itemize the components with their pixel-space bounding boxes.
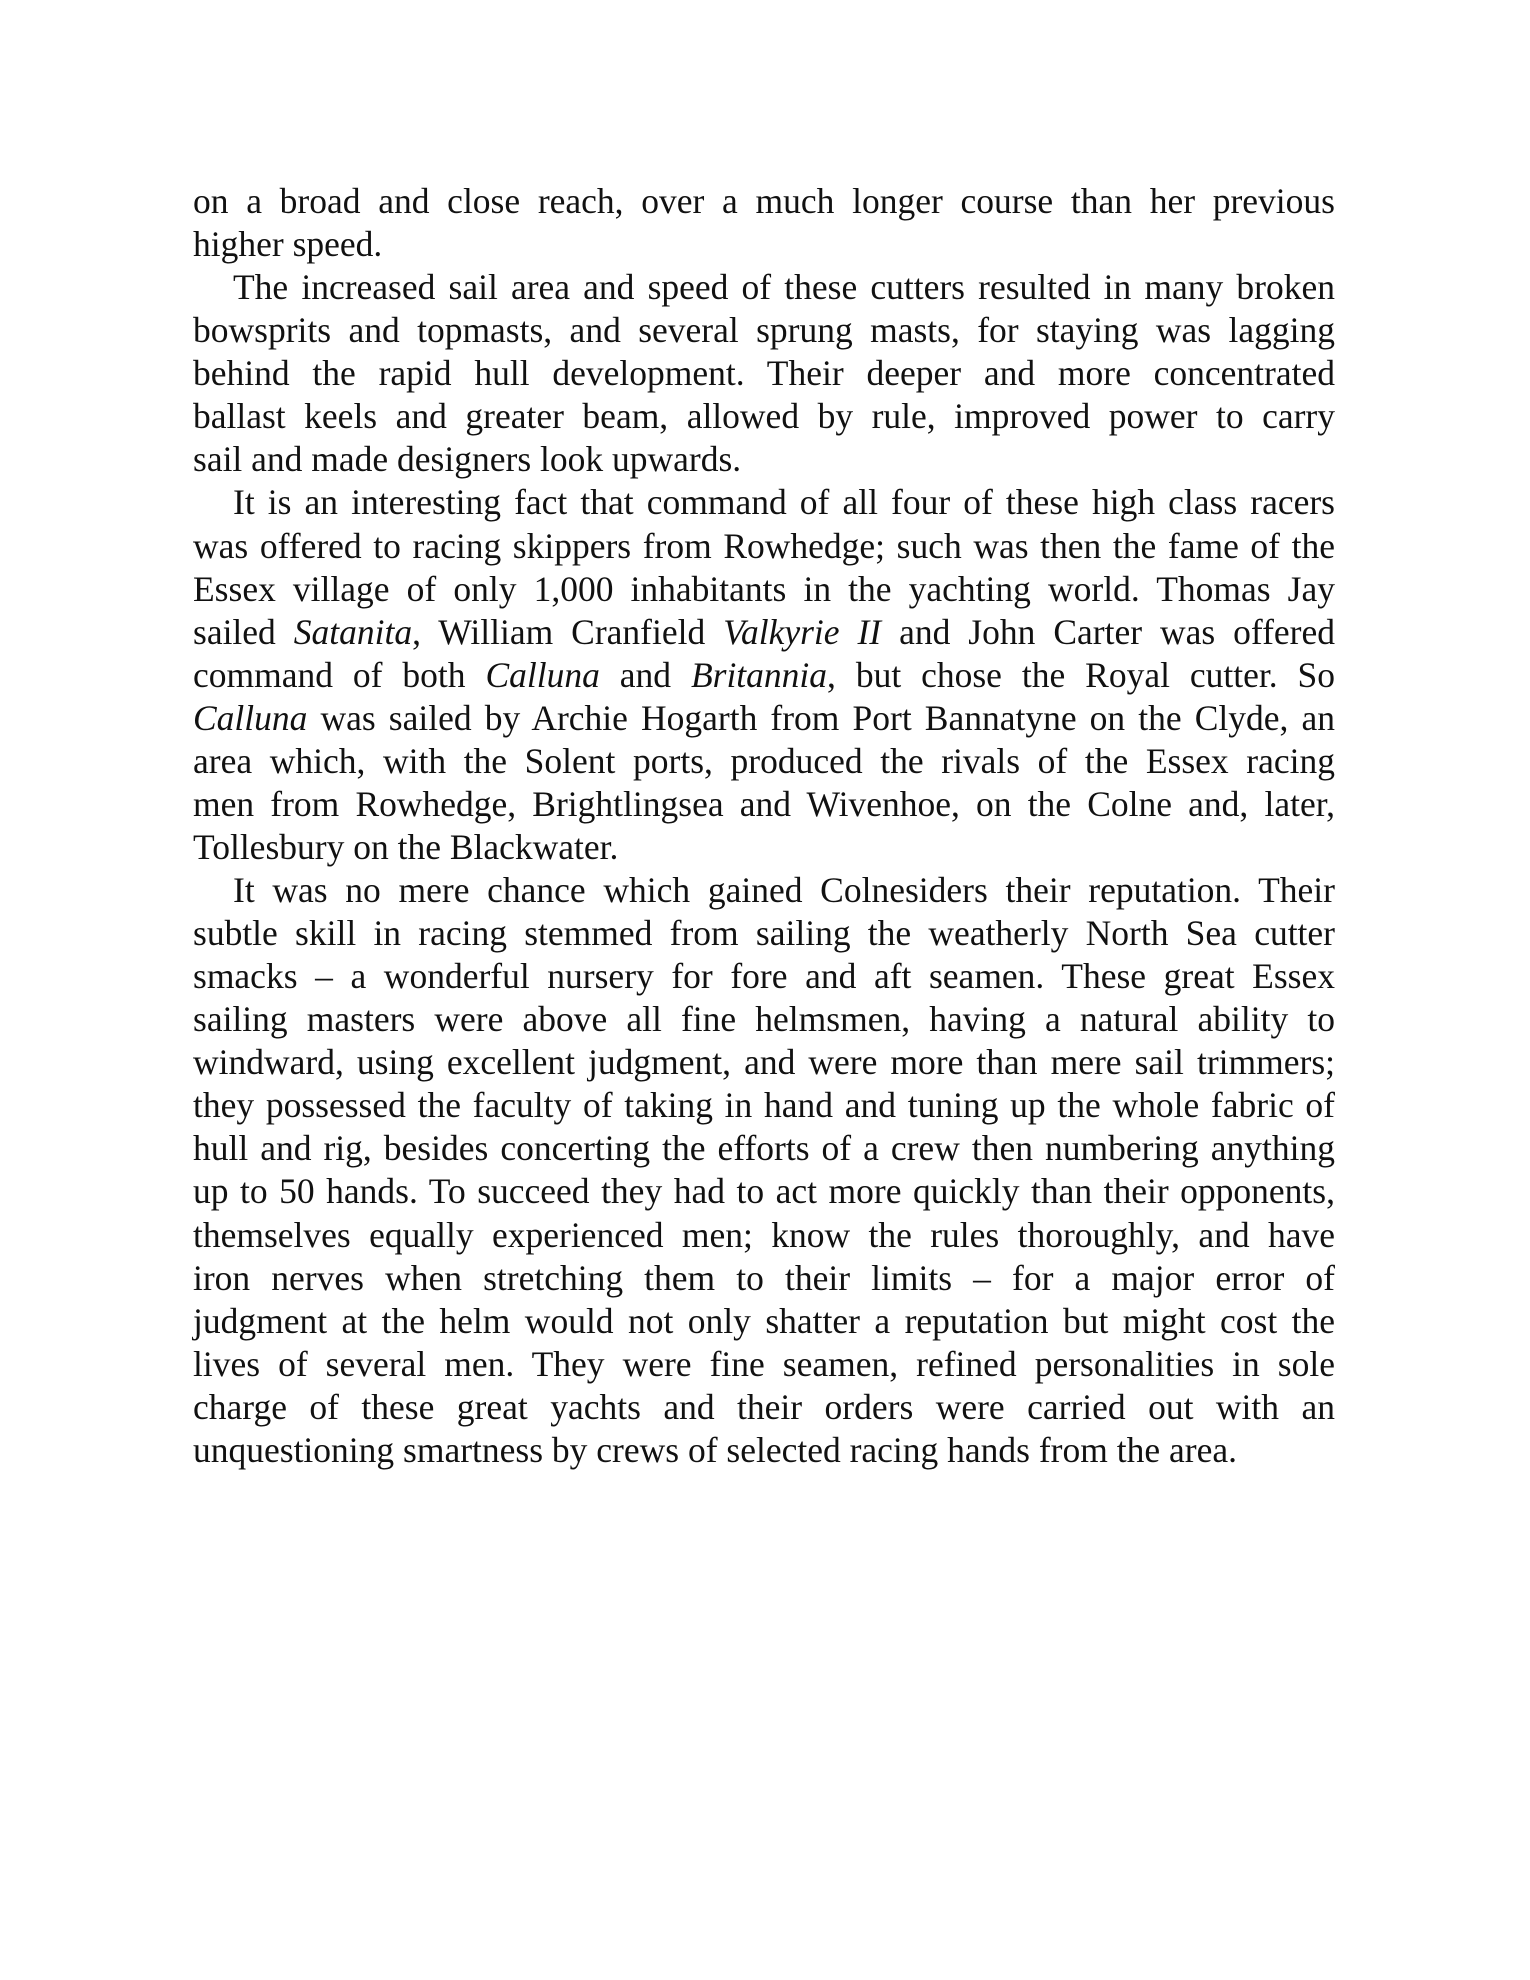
text-segment: area which, with the Solent ports, produced the rivals of the Essex racing	[193, 740, 1335, 781]
text-line	[193, 826, 1335, 869]
text-line	[193, 1386, 1335, 1429]
text-segment: was offered to racing skippers from Rowhedge; such was then the fame of the	[193, 525, 1335, 566]
text-segment: , but chose the Royal cutter. So	[827, 654, 1335, 695]
text-line	[193, 955, 1335, 998]
text-segment: higher speed.	[193, 224, 383, 265]
text-segment: command of both	[193, 654, 486, 695]
text-segment: It was no mere chance which gained Colnesiders their reputation. Their	[233, 870, 1335, 910]
text-segment: charge of these great yachts and their orders were carried out with an	[193, 1386, 1335, 1427]
italic-vessel-name: Valkyrie II	[723, 611, 882, 652]
text-segment: It is an interesting fact that command of all four of these high class racers	[233, 482, 1335, 523]
italic-vessel-name: Calluna	[193, 697, 308, 738]
paragraph	[193, 869, 1335, 1472]
text-line	[193, 1214, 1335, 1257]
text-line	[193, 1170, 1335, 1213]
text-segment: smacks – a wonderful nursery for fore and aft seamen. These great Essex	[193, 956, 1335, 997]
text-line	[193, 1343, 1335, 1386]
text-line	[193, 783, 1335, 826]
text-line	[193, 1300, 1335, 1343]
text-segment: , William Cranfield	[412, 611, 724, 652]
text-segment: iron nerves when stretching them to their limits – for a major error of	[193, 1257, 1335, 1298]
text-line	[193, 998, 1335, 1041]
text-line	[193, 869, 1335, 912]
text-segment: bowsprits and topmasts, and several sprung masts, for staying was lagging	[193, 310, 1335, 351]
text-segment: up to 50 hands. To succeed they had to act more quickly than their opponents,	[193, 1171, 1335, 1212]
text-line	[193, 1257, 1335, 1300]
text-line	[193, 1429, 1335, 1472]
text-line	[193, 912, 1335, 955]
text-segment: judgment at the helm would not only shatter a reputation but might cost the	[193, 1300, 1335, 1341]
text-line	[193, 395, 1335, 438]
text-line	[193, 266, 1335, 309]
text-line	[193, 352, 1335, 395]
text-segment: on a broad and close reach, over a much longer course than her previous	[193, 181, 1335, 221]
text-segment: sailed	[193, 611, 294, 652]
text-segment: was sailed by Archie Hogarth from Port Bannatyne on the Clyde, an	[307, 697, 1335, 738]
paragraph	[193, 481, 1335, 869]
text-line	[193, 1041, 1335, 1084]
text-line	[193, 654, 1335, 697]
text-line	[193, 438, 1335, 481]
text-segment: sailing masters were above all fine helmsmen, having a natural ability to	[193, 999, 1335, 1040]
text-segment: themselves equally experienced men; know the rules thoroughly, and have	[193, 1214, 1335, 1255]
italic-vessel-name: Satanita	[293, 611, 413, 652]
italic-vessel-name: Calluna	[485, 654, 600, 695]
text-segment: men from Rowhedge, Brightlingsea and Wivenhoe, on the Colne and, later,	[193, 783, 1335, 824]
text-segment: and John Carter was offered	[881, 611, 1335, 652]
text-segment: Tollesbury on the Blackwater.	[193, 826, 619, 867]
text-line	[193, 740, 1335, 783]
text-segment: ballast keels and greater beam, allowed by rule, improved power to carry	[193, 396, 1335, 437]
page-body	[193, 180, 1335, 1472]
text-segment: unquestioning smartness by crews of selected racing hands from the area.	[193, 1429, 1237, 1470]
paragraph	[193, 180, 1335, 266]
text-line	[193, 697, 1335, 740]
text-line	[193, 309, 1335, 352]
text-line	[193, 611, 1335, 654]
text-segment: hull and rig, besides concerting the efforts of a crew then numbering anything	[193, 1128, 1335, 1169]
text-line	[193, 180, 1335, 223]
text-segment: Essex village of only 1,000 inhabitants in the yachting world. Thomas Jay	[193, 568, 1335, 609]
text-segment: and	[599, 654, 691, 695]
text-line	[193, 525, 1335, 568]
text-line	[193, 1084, 1335, 1127]
text-line	[193, 481, 1335, 524]
text-line	[193, 1127, 1335, 1170]
text-segment: behind the rapid hull development. Their deeper and more concentrated	[193, 353, 1335, 394]
paragraph	[193, 266, 1335, 481]
italic-vessel-name: Britannia	[690, 654, 828, 695]
text-segment: they possessed the faculty of taking in hand and tuning up the whole fabric of	[193, 1085, 1335, 1126]
text-line	[193, 568, 1335, 611]
text-segment: windward, using excellent judgment, and were more than mere sail trimmers;	[193, 1042, 1335, 1083]
text-segment: The increased sail area and speed of these cutters resulted in many broken	[233, 267, 1335, 308]
text-line	[193, 223, 1335, 266]
text-segment: lives of several men. They were fine seamen, refined personalities in sole	[193, 1343, 1335, 1384]
text-segment: sail and made designers look upwards.	[193, 439, 742, 480]
text-segment: subtle skill in racing stemmed from sailing the weatherly North Sea cutter	[193, 913, 1335, 954]
